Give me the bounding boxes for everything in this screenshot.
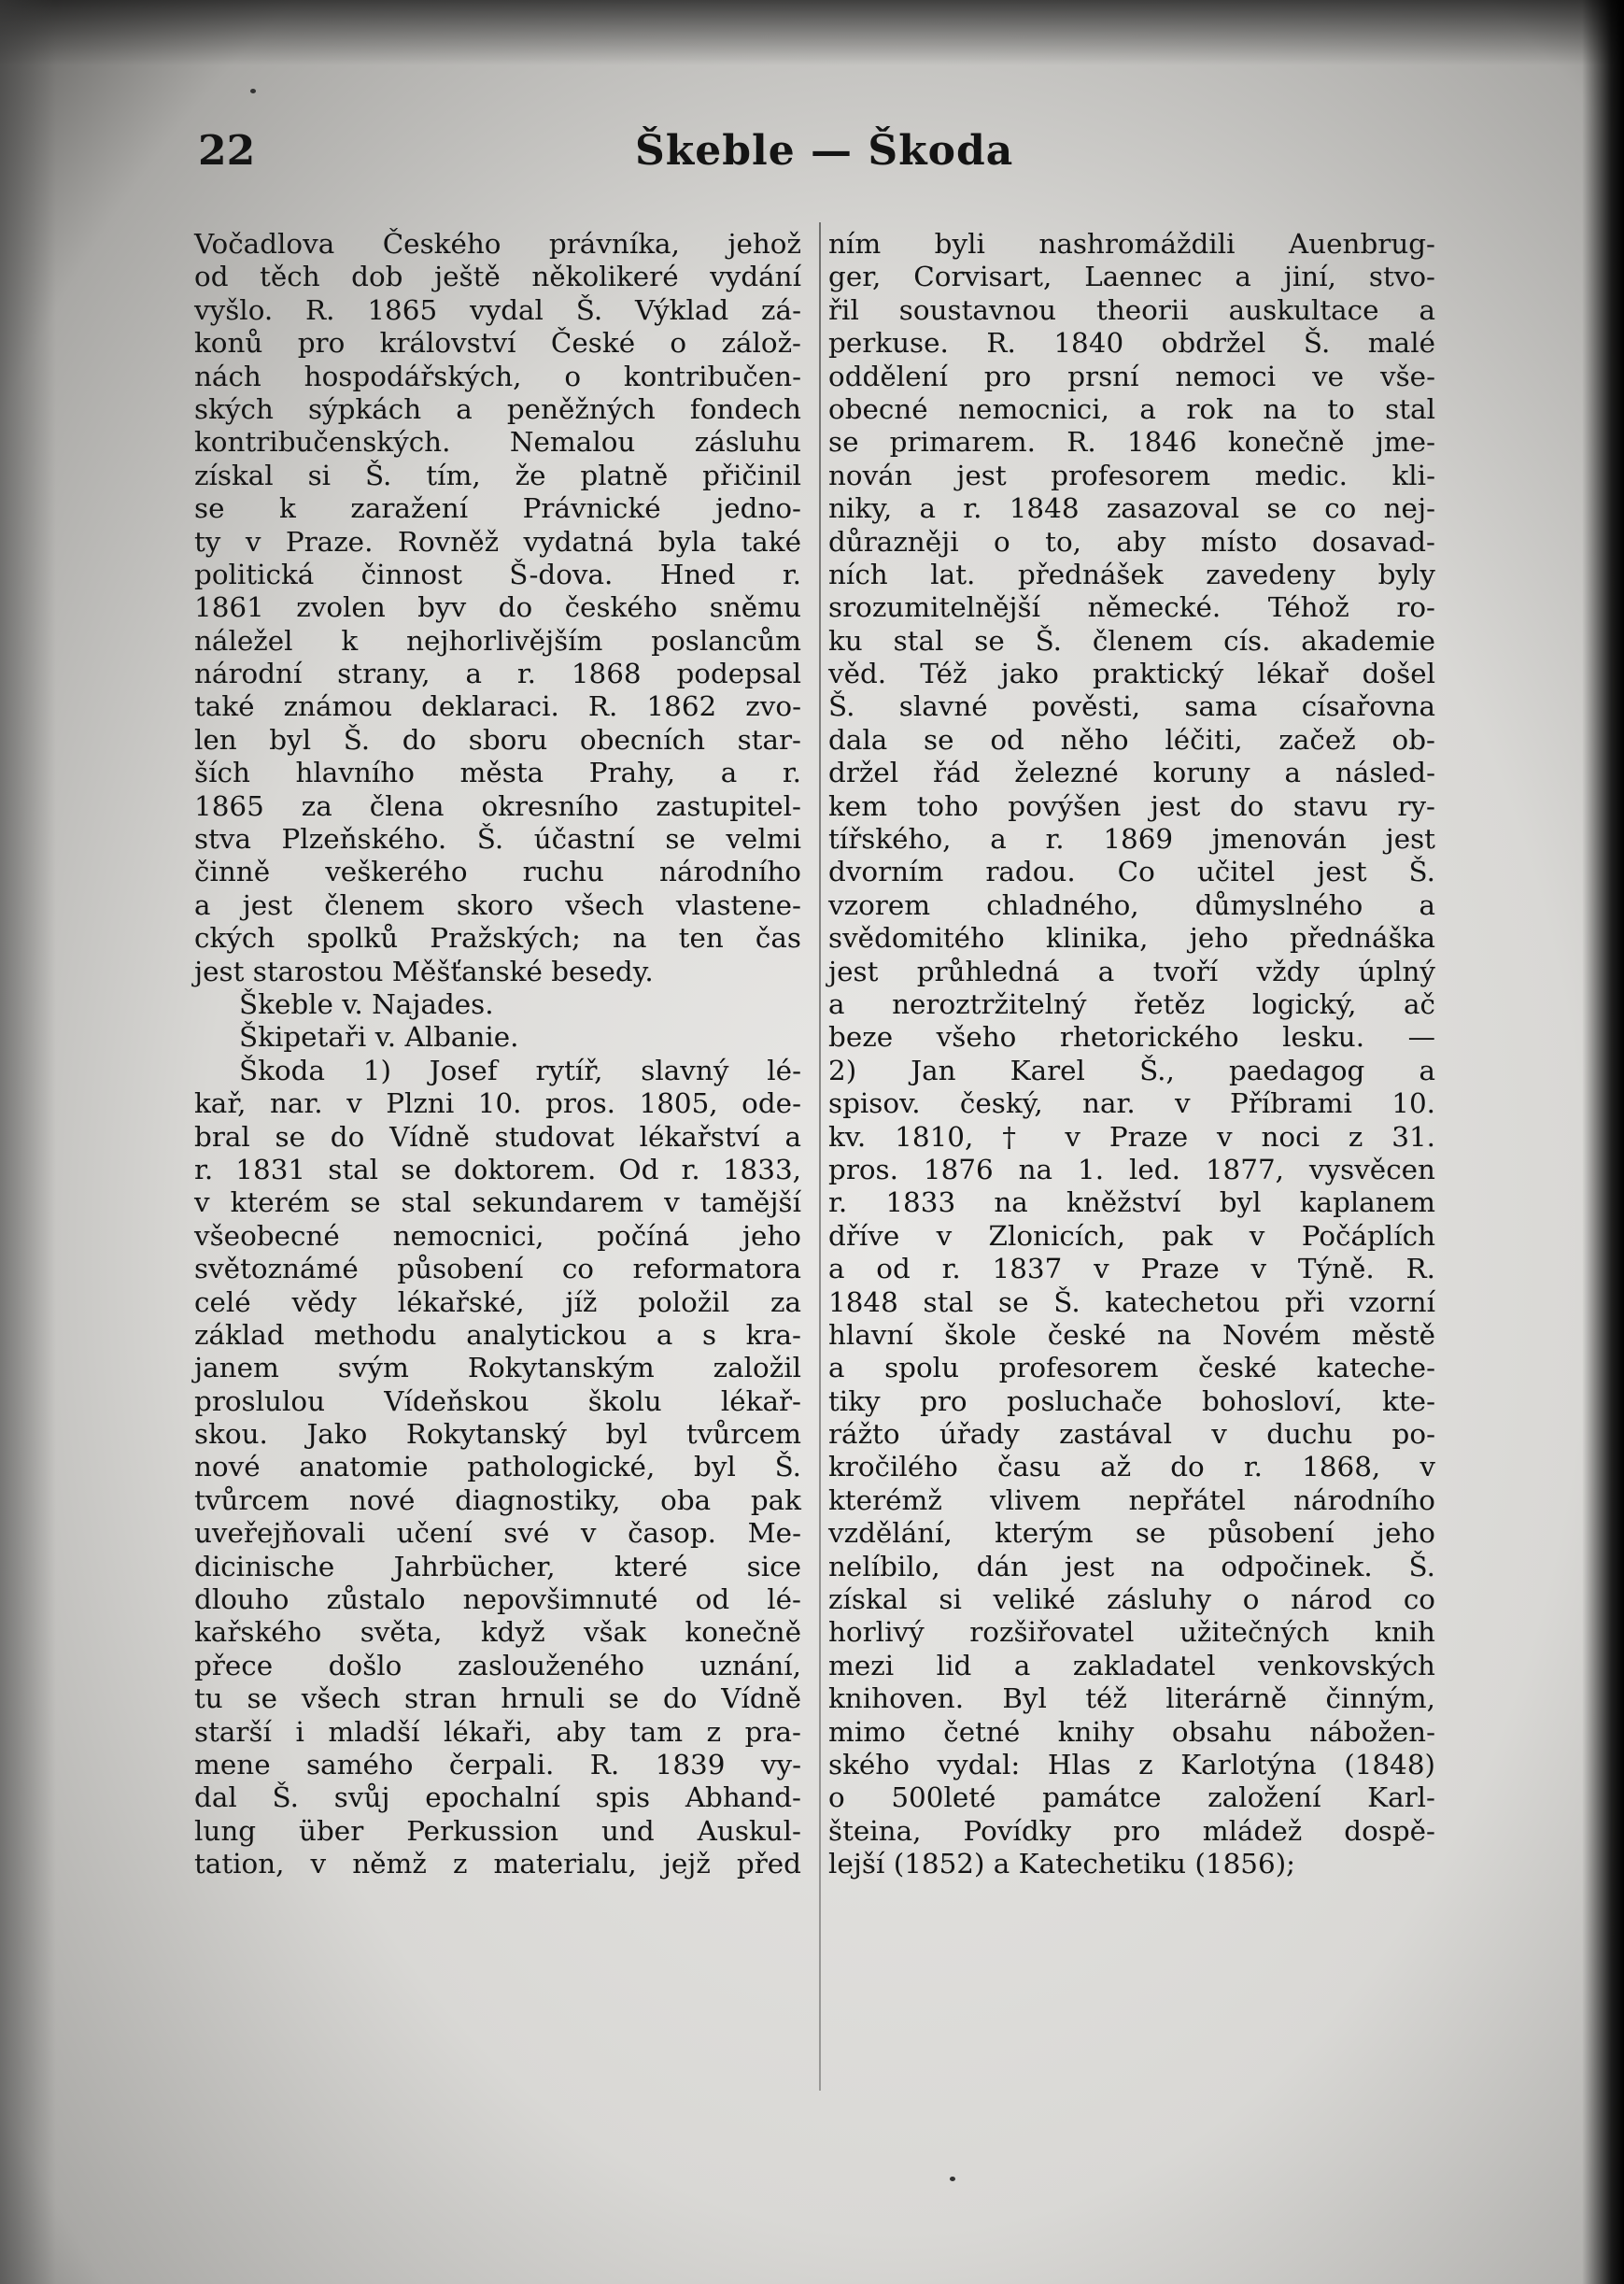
- text-line: niky, a r. 1848 zasazoval se co nej-: [828, 492, 1435, 525]
- text-line: dala se od něho léčiti, začež ob-: [828, 723, 1435, 756]
- text-line: skou. Jako Rokytanský byl tvůrcem: [194, 1418, 801, 1451]
- text-line: obecné nemocnici, a rok na to stal: [828, 392, 1435, 425]
- text-line: ckých spolků Pražských; na ten čas: [194, 922, 801, 955]
- text-line: Škipetaři v. Albanie.: [239, 1021, 519, 1054]
- text-line: všeobecné nemocnici, počíná jeho: [194, 1219, 801, 1252]
- text-line: národní strany, a r. 1868 podepsal: [194, 658, 801, 690]
- text-line: nové anatomie pathologické, byl Š.: [194, 1451, 801, 1483]
- text-line: kař, nar. v Plzni 10. pros. 1805, ode-: [194, 1087, 801, 1120]
- text-line: vzorem chladného, důmyslného a: [828, 888, 1435, 921]
- text-line: kem toho povýšen jest do stavu ry-: [828, 789, 1435, 822]
- text-line: dal Š. svůj epochalní spis Abhand-: [194, 1781, 801, 1814]
- text-line: politická činnost Š-dova. Hned r.: [194, 558, 801, 590]
- right-column: [828, 228, 1435, 1881]
- column-divider: [819, 222, 821, 2091]
- text-line: lejší (1852) a Katechetiku (1856);: [828, 1848, 1296, 1880]
- text-line: přece došlo zaslouženého uznání,: [194, 1649, 801, 1681]
- text-line: spisov. český, nar. v Příbrami 10.: [828, 1087, 1435, 1120]
- text-line: a od r. 1837 v Praze v Týně. R.: [828, 1253, 1435, 1285]
- text-line: šteina, Povídky pro mládež dospě-: [828, 1814, 1435, 1847]
- text-line: ského vydal: Hlas z Karlotýna (1848): [828, 1748, 1435, 1780]
- text-line: starší i mladší lékaři, aby tam z pra-: [194, 1715, 801, 1748]
- text-line: konů pro království České o zálož-: [194, 327, 801, 360]
- text-line: se primarem. R. 1846 konečně jme-: [828, 426, 1435, 459]
- text-line: proslulou Vídeňskou školu lékař-: [194, 1384, 801, 1417]
- text-line: důrazněji o to, aby místo dosavad-: [828, 525, 1435, 558]
- scan-left-shadow: [0, 0, 56, 2284]
- text-line: tiky pro posluchače bohosloví, kte-: [828, 1384, 1435, 1417]
- text-line: horlivý rozšiřovatel užitečných knih: [828, 1616, 1435, 1649]
- text-line: r. 1831 stal se doktorem. Od r. 1833,: [194, 1153, 801, 1185]
- text-line: činně veškerého ruchu národního: [194, 856, 801, 888]
- text-line: ších hlavního města Prahy, a r.: [194, 757, 801, 789]
- text-line: oddělení pro prsní nemoci ve vše-: [828, 360, 1435, 392]
- text-line: uveřejňovali učení své v časop. Me-: [194, 1517, 801, 1550]
- text-line: 1861 zvolen byv do českého sněmu: [194, 591, 801, 624]
- text-line: držel řád železné koruny a násled-: [828, 757, 1435, 789]
- text-line: vyšlo. R. 1865 vydal Š. Výklad zá-: [194, 293, 801, 326]
- text-line: stva Plzeňského. Š. účastní se velmi: [194, 823, 801, 856]
- text-line: 1848 stal se Š. katechetou při vzorní: [828, 1285, 1435, 1318]
- text-line: jest průhledná a tvoří vždy úplný: [828, 955, 1435, 987]
- text-line: řil soustavnou theorii auskultace a: [828, 293, 1435, 326]
- text-line: tvůrcem nové diagnostiky, oba pak: [194, 1483, 801, 1516]
- text-line: beze všeho rhetorického lesku. —: [828, 1021, 1435, 1054]
- text-line: od těch dob ještě několikeré vydání: [194, 261, 801, 293]
- text-line: janem svým Rokytanským založil: [194, 1352, 801, 1384]
- text-line: kročilého času až do r. 1868, v: [828, 1451, 1435, 1483]
- scan-right-edge: [1582, 0, 1624, 2284]
- text-line: len byl Š. do sboru obecních star-: [194, 723, 801, 756]
- text-line: o 500leté památce založení Karl-: [828, 1781, 1435, 1814]
- text-line: nách hospodářských, o kontribučen-: [194, 360, 801, 392]
- text-line: mezi lid a zakladatel venkovských: [828, 1649, 1435, 1681]
- text-line: bral se do Vídně studovat lékařství a: [194, 1120, 801, 1153]
- text-line: dlouho zůstalo nepovšimnuté od lé-: [194, 1583, 801, 1616]
- text-line: také známou deklaraci. R. 1862 zvo-: [194, 690, 801, 723]
- text-line: ním byli nashromáždili Auenbrug-: [828, 228, 1435, 260]
- text-line: perkuse. R. 1840 obdržel Š. malé: [828, 327, 1435, 360]
- text-line: nován jest profesorem medic. kli-: [828, 459, 1435, 491]
- text-line: věd. Též jako praktický lékař došel: [828, 658, 1435, 690]
- text-line: nelíbilo, dán jest na odpočinek. Š.: [828, 1550, 1435, 1582]
- text-line: knihoven. Byl též literárně činným,: [828, 1682, 1435, 1715]
- text-line: hlavní škole české na Novém městě: [828, 1318, 1435, 1351]
- scan-speck: [950, 2177, 955, 2181]
- page-number: 22: [198, 127, 256, 175]
- scan-speck: [250, 89, 256, 93]
- text-line: získal si Š. tím, že platně přičinil: [194, 459, 801, 491]
- left-column: [194, 228, 801, 1881]
- text-line: ty v Praze. Rovněž vydatná byla také: [194, 525, 801, 558]
- scan-top-shadow: [0, 0, 1624, 65]
- text-line: a spolu profesorem české kateche-: [828, 1352, 1435, 1384]
- page-header: [0, 127, 1624, 183]
- text-line: náležel k nejhorlivějším poslancům: [194, 624, 801, 657]
- text-line: ger, Corvisart, Laennec a jiní, stvo-: [828, 261, 1435, 293]
- text-line: kv. 1810, † v Praze v noci z 31.: [828, 1120, 1435, 1153]
- text-line: mene samého čerpali. R. 1839 vy-: [194, 1748, 801, 1780]
- text-line: základ methodu analytickou a s kra-: [194, 1318, 801, 1351]
- text-line: Škoda 1) Josef rytíř, slavný lé-: [239, 1054, 801, 1086]
- text-line: ních lat. přednášek zavedeny byly: [828, 558, 1435, 590]
- text-line: tation, v němž z materialu, jejž před: [194, 1848, 801, 1880]
- text-line: mimo četné knihy obsahu nábožen-: [828, 1715, 1435, 1748]
- text-line: tířského, a r. 1869 jmenován jest: [828, 823, 1435, 856]
- text-line: a neroztržitelný řetěz logický, ač: [828, 987, 1435, 1020]
- text-line: vzdělání, kterým se působení jeho: [828, 1517, 1435, 1550]
- text-line: v kterém se stal sekundarem v tamější: [194, 1186, 801, 1219]
- text-line: 1865 za člena okresního zastupitel-: [194, 789, 801, 822]
- text-line: kterémž vlivem nepřátel národního: [828, 1483, 1435, 1516]
- text-line: ku stal se Š. členem cís. akademie: [828, 624, 1435, 657]
- text-line: lung über Perkussion und Auskul-: [194, 1814, 801, 1847]
- text-line: a jest členem skoro všech vlastene-: [194, 888, 801, 921]
- text-line: ských sýpkách a peněžných fondech: [194, 392, 801, 425]
- text-line: r. 1833 na kněžství byl kaplanem: [828, 1186, 1435, 1219]
- text-line: získal si veliké zásluhy o národ co: [828, 1583, 1435, 1616]
- text-line: dříve v Zlonicích, pak v Počáplích: [828, 1219, 1435, 1252]
- text-line: dicinische Jahrbücher, které sice: [194, 1550, 801, 1582]
- text-line: srozumitelnější německé. Téhož ro-: [828, 591, 1435, 624]
- text-line: celé vědy lékařské, jíž položil za: [194, 1285, 801, 1318]
- text-line: rážto úřady zastával v duchu po-: [828, 1418, 1435, 1451]
- text-line: Škeble v. Najades.: [239, 987, 494, 1020]
- text-line: tu se všech stran hrnuli se do Vídně: [194, 1682, 801, 1715]
- text-line: pros. 1876 na 1. led. 1877, vysvěcen: [828, 1153, 1435, 1185]
- text-line: kařského světa, když však konečně: [194, 1616, 801, 1649]
- text-line: svědomitého klinika, jeho přednáška: [828, 922, 1435, 955]
- text-line: Š. slavné pověsti, sama císařovna: [828, 690, 1435, 723]
- text-line: se k zaražení Právnické jedno-: [194, 492, 801, 525]
- text-line: dvorním radou. Co učitel jest Š.: [828, 856, 1435, 888]
- text-line: kontribučenských. Nemalou zásluhu: [194, 426, 801, 459]
- running-head: Škeble — Škoda: [635, 127, 1014, 175]
- text-line: světoznámé působení co reformatora: [194, 1253, 801, 1285]
- text-line: Vočadlova Českého právníka, jehož: [194, 228, 801, 260]
- text-line: 2) Jan Karel Š., paedagog a: [828, 1054, 1435, 1086]
- text-line: jest starostou Měšťanské besedy.: [194, 955, 654, 987]
